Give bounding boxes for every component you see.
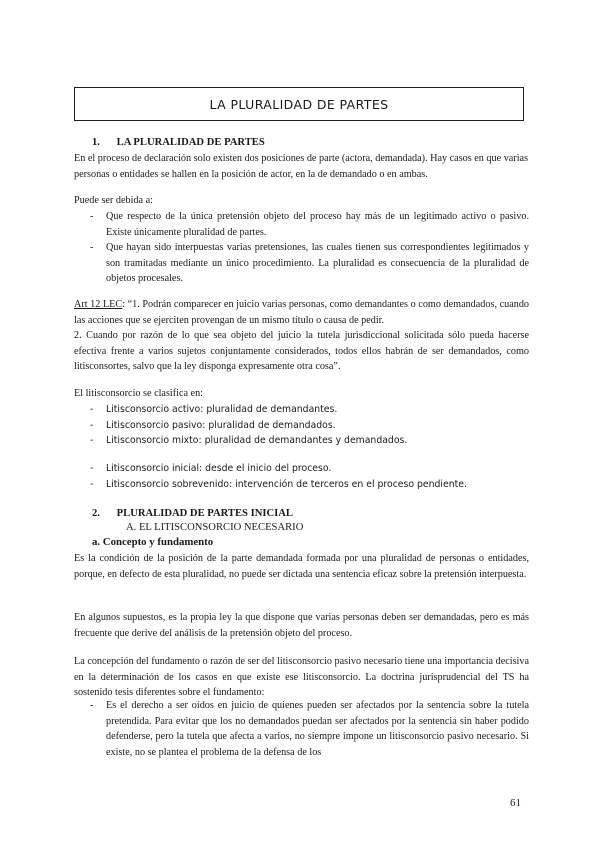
section-1-number: 1. — [92, 137, 100, 148]
list-item: - Litisconsorcio mixto: pluralidad de demandantes y demandados. — [74, 433, 529, 449]
section-1-cause-label: Puede ser debida a: — [74, 195, 153, 206]
classification-list-b — [74, 461, 529, 492]
list-item: - Litisconsorcio sobrevenido: intervención de terceros en el proceso pendiente. — [74, 477, 529, 493]
page-number: 61 — [510, 797, 521, 809]
article-text-1: : “1. Podrán comparecer en juicio varias personas, como demandantes o como demandados, cuando las acciones que se ejerciten provengan de un mismo título o causa de pedir. — [74, 299, 530, 326]
list-item: - Es el derecho a ser oídos en juicio de quienes pueden ser afectados por la sentencia sobre la tutela pretendida. Para evitar que los no demandados puedan ser afectados por la sentencia sin haber podido defenderse, pero la tutela que afecta a varios, no siempre impone un litisconsorcio pasivo necesario. Si existe, no se plantea el problema de la defensa de los — [74, 698, 529, 760]
foundation-list — [74, 698, 529, 760]
list-item: - Litisconsorcio inicial: desde el inicio del proceso. — [74, 461, 529, 477]
section-2-title: PLURALIDAD DE PARTES INICIAL — [116, 508, 293, 519]
section-1-heading — [74, 135, 529, 151]
classification-list-a — [74, 402, 529, 449]
article-reference: Art 12 LEC — [74, 299, 123, 310]
foundation-paragraph: La concepción del fundamento o razón de ser del litisconsorcio pasivo necesario tiene una importancia decisiva en la determinación de los casos en que existe ese litisconsorcio. La doctrina jurisprudencial del TS ha sostenido tesis diferentes sobre el fundamento: — [74, 656, 529, 698]
list-item: - Que respecto de la única pretensión objeto del proceso hay más de un legitimado activo o pasivo. Existe únicamente pluralidad de partes. — [74, 209, 529, 240]
concept-paragraph: Es la condición de la posición de la parte demandada formada por una pluralidad de personas o entidades, porque, en defecto de esta pluralidad, no puede ser dictada una sentencia eficaz sobre la pretensión interpuesta. — [74, 553, 529, 580]
section-1-intro: En el proceso de declaración solo existen dos posiciones de parte (actora, demandada). Hay casos en que varias personas o entidades se hallen en la posición de actor, en la de demandado o en ambas. — [74, 153, 529, 180]
classification-label: El litisconsorcio se clasifica en: — [74, 388, 204, 399]
subsection-a-a-heading: a. Concepto y fundamento — [92, 536, 214, 548]
subsection-a-heading: A. EL LITISCONSORCIO NECESARIO — [126, 522, 304, 533]
section-2-number: 2. — [92, 508, 100, 519]
list-item: - Litisconsorcio pasivo: pluralidad de demandados. — [74, 418, 529, 434]
list-item: - Que hayan sido interpuestas varias pretensiones, las cuales tienen sus correspondientes legitimados y son tramitadas mediante un único procedimiento. La pluralidad es consecuencia de la pluralidad de objetos procesales. — [74, 240, 529, 287]
page-title: LA PLURALIDAD DE PARTES — [74, 87, 524, 121]
cause-list — [74, 209, 529, 287]
article-text-2: 2. Cuando por razón de lo que sea objeto del juicio la tutela jurisdiccional solicitada sólo pueda hacerse efectiva frente a varios sujetos conjuntamente considerados, todos ellos habrán de ser demandados, como litisconsortes, salvo que la ley disponga expresamente otra cosa”. — [74, 330, 529, 372]
list-item: - Litisconsorcio activo: pluralidad de demandantes. — [74, 402, 529, 418]
article-quote — [74, 297, 529, 375]
law-paragraph: En algunos supuestos, es la propia ley la que dispone que varias personas deben ser demandadas, pero es más frecuente que derive del análisis de la pretensión objeto del proceso. — [74, 612, 529, 639]
section-1-title: LA PLURALIDAD DE PARTES — [116, 137, 265, 148]
